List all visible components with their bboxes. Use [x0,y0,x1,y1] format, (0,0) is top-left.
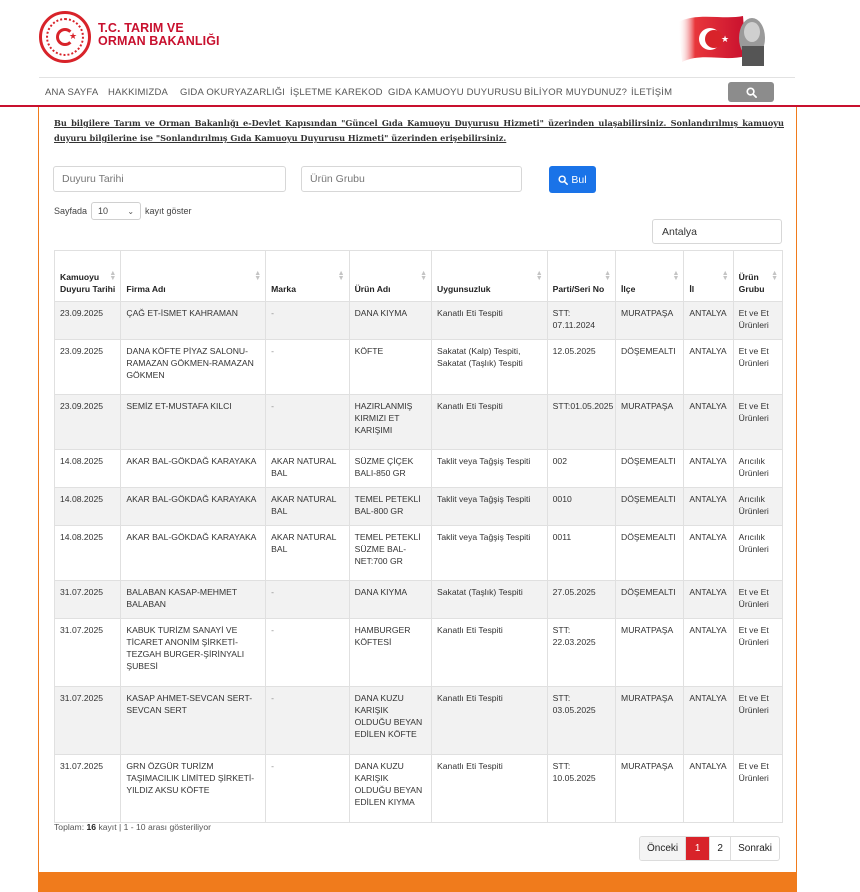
table-cell: 14.08.2025 [55,450,121,488]
table-cell: 0010 [547,488,615,526]
table-cell: 14.08.2025 [55,488,121,526]
table-cell: ANTALYA [684,755,733,823]
table-cell: TEMEL PETEKLİ BAL-800 GR [349,488,431,526]
table-cell: DÖŞEMEALTI [616,450,684,488]
table-cell: HAZIRLANMIŞ KIRMIZI ET KARIŞIMI [349,395,431,450]
table-cell: SEMİZ ET-MUSTAFA KILCI [121,395,266,450]
main-nav [39,77,795,105]
nav-item-gida-kamuoyu-duyurusu[interactable]: GIDA KAMUOYU DUYURUSU [388,87,523,98]
table-cell: - [266,687,349,755]
product-group-input[interactable]: Ürün Grubu [301,166,522,192]
table-cell: 31.07.2025 [55,687,121,755]
col-header[interactable]: Uygunsuzluk ▲ ▼ [432,251,548,302]
table-cell: DÖŞEMEALTI [616,581,684,619]
table-cell: BALABAN KASAP-MEHMET BALABAN [121,581,266,619]
ministry-logo-text[interactable] [98,22,220,48]
pagination [639,836,780,861]
table-cell: DÖŞEMEALTI [616,488,684,526]
nav-item-isletme-karekod[interactable]: İŞLETME KAREKOD [290,87,383,98]
table-cell: Kanatlı Eti Tespiti [432,687,548,755]
table-row [55,619,783,687]
table-row [55,755,783,823]
table-cell: Et ve Et Ürünleri [733,302,782,340]
table-cell: 23.09.2025 [55,395,121,450]
table-cell: Et ve Et Ürünleri [733,340,782,395]
table-filter-input[interactable]: Antalya [652,219,782,244]
table-cell: Et ve Et Ürünleri [733,755,782,823]
table-row [55,687,783,755]
table-cell: 31.07.2025 [55,581,121,619]
table-cell: AKAR NATURAL BAL [266,488,349,526]
table-cell: ANTALYA [684,395,733,450]
table-cell: STT: 03.05.2025 [547,687,615,755]
table-cell: AKAR BAL-GÖKDAĞ KARAYAKA [121,526,266,581]
table-cell: ANTALYA [684,450,733,488]
table-cell: Et ve Et Ürünleri [733,395,782,450]
announcement-table [54,250,783,823]
nav-item-biliyor-muydunuz[interactable]: BİLİYOR MUYDUNUZ? [524,87,628,98]
table-row [55,450,783,488]
table-cell: Kanatlı Eti Tespiti [432,755,548,823]
table-cell: Taklit veya Tağşiş Tespiti [432,450,548,488]
table-cell: DÖŞEMEALTI [616,340,684,395]
chevron-down-icon: ⌄ [127,206,135,216]
table-cell: - [266,581,349,619]
table-cell: ANTALYA [684,302,733,340]
table-cell: - [266,395,349,450]
table-cell: MURATPAŞA [616,755,684,823]
table-cell: KASAP AHMET-SEVCAN SERT-SEVCAN SERT [121,687,266,755]
search-submit-label: Bul [571,173,587,186]
page-length-suffix: kayıt göster [145,206,192,216]
table-cell: ANTALYA [684,526,733,581]
total-suffix: kayıt | 1 - 10 arası gösteriliyor [98,822,211,832]
nav-item-hakkimizda[interactable]: HAKKIMIZDA [108,87,169,98]
col-header[interactable]: Parti/Seri No ▲ ▼ [547,251,615,302]
table-cell: ANTALYA [684,488,733,526]
col-header[interactable]: İl ▲ ▼ [684,251,733,302]
nav-item-gida-okuryazarligi[interactable]: GIDA OKURYAZARLIĞI [180,87,286,98]
col-header[interactable]: Ürün Grubu ▲ ▼ [733,251,782,302]
table-row [55,340,783,395]
table-cell: AKAR BAL-GÖKDAĞ KARAYAKA [121,488,266,526]
search-icon [746,87,757,98]
table-cell: SÜZME ÇİÇEK BALI-850 GR [349,450,431,488]
table-cell: TEMEL PETEKLİ SÜZME BAL-NET:700 GR [349,526,431,581]
table-cell: Sakatat (Taşlık) Tespiti [432,581,548,619]
nav-item-iletisim[interactable]: İLETİŞİM [631,87,673,98]
table-cell: Sakatat (Kalp) Tespiti, Sakatat (Taşlık) Tespiti [432,340,548,395]
table-cell: AKAR NATURAL BAL [266,526,349,581]
nav-item-ana-sayfa[interactable]: ANA SAYFA [45,87,99,98]
header-search-button[interactable] [728,82,774,102]
table-cell: MURATPAŞA [616,395,684,450]
table-cell: ANTALYA [684,581,733,619]
site-header [0,0,860,106]
table-cell: 23.09.2025 [55,340,121,395]
table-cell: HAMBURGER KÖFTESİ [349,619,431,687]
flag-ataturk-banner-icon [668,12,768,66]
table-cell: DANA KUZU KARIŞIK OLDUĞU BEYAN EDİLEN KÖFTE [349,687,431,755]
table-cell: AKAR BAL-GÖKDAĞ KARAYAKA [121,450,266,488]
page-length-value: 10 [98,206,109,216]
table-cell: Taklit veya Tağşiş Tespiti [432,526,548,581]
table-cell: Arıcılık Ürünleri [733,488,782,526]
table-cell: 31.07.2025 [55,755,121,823]
search-icon [558,175,568,185]
next-page-button[interactable]: Sonraki [730,837,779,860]
page-length-prefix: Sayfada [54,206,88,216]
svg-text:★: ★ [721,35,730,45]
page-button-2[interactable]: 2 [709,837,730,860]
prev-page-button[interactable]: Önceki [640,837,685,860]
ministry-seal-logo[interactable]: ★ [39,11,91,63]
table-cell: Kanatlı Eti Tespiti [432,395,548,450]
table-cell: Arıcılık Ürünleri [733,450,782,488]
table-cell: Et ve Et Ürünleri [733,581,782,619]
table-cell: DANA KÖFTE PİYAZ SALONU-RAMAZAN GÖKMEN-RAMAZAN GÖKMEN [121,340,266,395]
total-count: 16 [86,822,97,832]
table-cell: STT: 10.05.2025 [547,755,615,823]
table-cell: MURATPAŞA [616,302,684,340]
page-button-1[interactable]: 1 [685,837,709,860]
col-header[interactable]: İlçe ▲ ▼ [616,251,684,302]
table-cell: KÖFTE [349,340,431,395]
page-length-select[interactable] [91,202,141,220]
table-cell: DANA KIYMA [349,302,431,340]
e-devlet-notice-link[interactable]: Bu bilgilere Tarım ve Orman Bakanlığı e-Devlet Kapısından "Güncel Gıda Kamuoyu Duyurusu Hizmeti" üzerinden ulaşabilirsiniz. Sonlandırılmış kamuoyu duyuru bilgilerine ise "Sonlandırılmış Gıda Kamuoyu Duyurusu Hizmeti" üzerinden erişebilirsiniz. [54,118,784,143]
table-cell: DANA KUZU KARIŞIK OLDUĞU BEYAN EDİLEN KIYMA [349,755,431,823]
col-header[interactable]: Ürün Adı ▲ ▼ [349,251,431,302]
table-cell: Kanatlı Eti Tespiti [432,302,548,340]
table-cell: KABUK TURİZM SANAYİ VE TİCARET ANONİM ŞİRKETİ-TEZGAH BURGER-ŞİRİNYALI ŞUBESİ [121,619,266,687]
table-cell: AKAR NATURAL BAL [266,450,349,488]
table-cell: GRN ÖZGÜR TURİZM TAŞIMACILIK LİMİTED ŞİRKETİ-YILDIZ AKSU KÖFTE [121,755,266,823]
table-cell: 0011 [547,526,615,581]
col-header[interactable]: Marka ▲ ▼ [266,251,349,302]
table-row [55,302,783,340]
table-cell: Et ve Et Ürünleri [733,687,782,755]
logo-line-2: ORMAN BAKANLIĞI [98,34,220,48]
table-cell: ANTALYA [684,340,733,395]
table-row [55,526,783,581]
table-cell: 23.09.2025 [55,302,121,340]
table-cell: 12.05.2025 [547,340,615,395]
table-cell: Taklit veya Tağşiş Tespiti [432,488,548,526]
table-cell: 27.05.2025 [547,581,615,619]
table-cell: - [266,755,349,823]
table-cell: MURATPAŞA [616,687,684,755]
table-cell: ANTALYA [684,619,733,687]
table-cell: STT:01.05.2025 [547,395,615,450]
table-cell: MURATPAŞA [616,619,684,687]
table-cell: DÖŞEMEALTI [616,526,684,581]
table-row [55,395,783,450]
search-submit-button[interactable] [549,166,596,193]
table-cell: ÇAĞ ET-İSMET KAHRAMAN [121,302,266,340]
logo-line-1: T.C. TARIM VE [98,21,184,35]
col-header[interactable]: Firma Adı ▲ ▼ [121,251,266,302]
total-label: Toplam: [54,822,85,832]
footer-bar [38,872,797,892]
table-cell: 002 [547,450,615,488]
table-row [55,488,783,526]
table-cell: - [266,340,349,395]
table-cell: STT: 07.11.2024 [547,302,615,340]
table-header-row [55,251,783,302]
table-cell: Et ve Et Ürünleri [733,619,782,687]
table-cell: Arıcılık Ürünleri [733,526,782,581]
page-length-control [54,202,192,220]
announcement-date-input[interactable]: Duyuru Tarihi [53,166,286,192]
col-header[interactable]: Kamuoyu Duyuru Tarihi ▲ ▼ [55,251,121,302]
table-cell: DANA KIYMA [349,581,431,619]
table-cell: - [266,302,349,340]
table-info [54,822,211,832]
table-cell: ANTALYA [684,687,733,755]
table-row [55,581,783,619]
table-cell: - [266,619,349,687]
table-cell: 31.07.2025 [55,619,121,687]
table-cell: 14.08.2025 [55,526,121,581]
table-cell: Kanatlı Eti Tespiti [432,619,548,687]
table-cell: STT: 22.03.2025 [547,619,615,687]
announcement-panel [38,107,797,892]
